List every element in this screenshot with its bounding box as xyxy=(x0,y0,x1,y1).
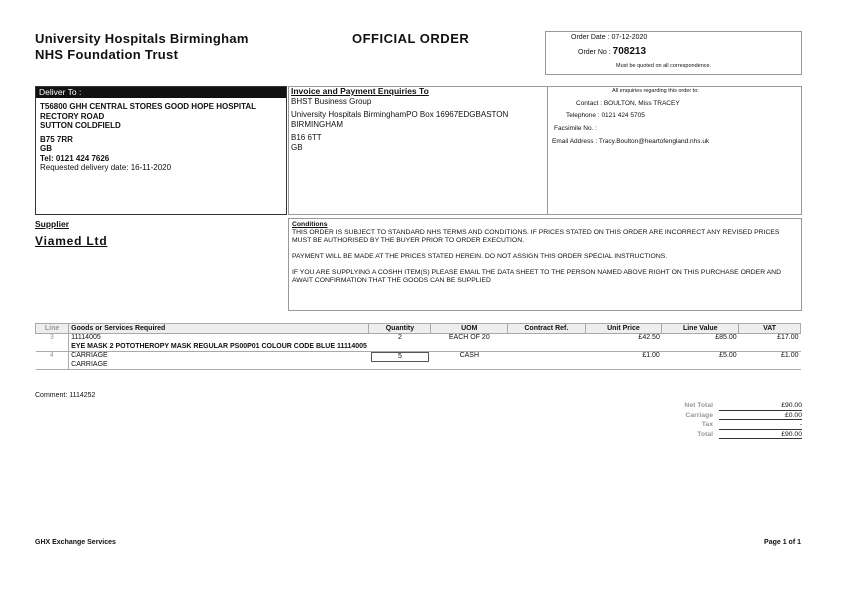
condition-2: PAYMENT WILL BE MADE AT THE PRICES STATED HEREIN. DO NOT ASSIGN THIS ORDER SPECIAL INSTRUCTIONS. xyxy=(292,253,668,260)
invoice-line-5: GB xyxy=(291,142,303,152)
order-info-box xyxy=(545,31,802,75)
col-quantity: Quantity xyxy=(369,324,431,334)
conditions-title: Conditions xyxy=(292,221,328,228)
document-title: OFFICIAL ORDER xyxy=(352,31,470,46)
invoice-line-2: University Hospitals BirminghamPO Box 16967EDGBASTON xyxy=(291,110,509,119)
row-code: CARRIAGE xyxy=(71,352,108,359)
order-date-value: 07-12-2020 xyxy=(611,34,648,41)
row-line-value: £85.00 xyxy=(662,334,739,352)
supplier-name: Viamed Ltd xyxy=(35,234,108,248)
col-line: Line xyxy=(36,324,69,334)
order-date-label: Order Date : xyxy=(571,34,610,41)
org-line-1: University Hospitals Birmingham xyxy=(35,31,249,46)
row-quantity: 5 xyxy=(371,352,429,362)
footer-service-name: GHX Exchange Services xyxy=(35,539,116,546)
order-items-table xyxy=(35,323,801,370)
enquiries-panel xyxy=(547,87,800,214)
col-uom: UOM xyxy=(431,324,508,334)
contact-label: Contact : xyxy=(576,100,603,107)
grand-total-value: £90.00 xyxy=(719,430,802,440)
carriage-row xyxy=(650,411,802,421)
row-uom: CASH xyxy=(431,352,508,370)
row-line-no: 4 xyxy=(36,352,69,370)
order-no-value: 708213 xyxy=(612,46,647,57)
invoice-title: Invoice and Payment Enquiries To xyxy=(291,86,429,96)
invoice-line-3: BIRMINGHAM xyxy=(291,119,343,129)
row-vat: £17.00 xyxy=(739,334,801,352)
row-unit-price: £42.50 xyxy=(585,334,662,352)
supplier-label: Supplier xyxy=(35,219,70,229)
telephone-row xyxy=(566,112,645,119)
grand-total-label: Total xyxy=(697,430,713,438)
page-number: Page 1 of 1 xyxy=(764,539,801,546)
row-uom: EACH OF 20 xyxy=(431,334,508,352)
net-total-value: £90.00 xyxy=(719,401,802,411)
fax-label: Facsimile No. : xyxy=(554,125,597,132)
order-no-row xyxy=(578,46,646,57)
row-quantity: 2 xyxy=(397,334,402,341)
order-date-row xyxy=(571,34,647,41)
col-unit-price: Unit Price xyxy=(585,324,662,334)
organisation-name xyxy=(35,31,249,63)
row-line-value: £5.00 xyxy=(662,352,739,370)
telephone-value: 0121 424 5705 xyxy=(601,112,645,119)
col-goods: Goods or Services Required xyxy=(69,324,369,334)
deliver-line-2: SUTTON COLDFIELD xyxy=(40,121,121,130)
grand-total-row xyxy=(650,430,802,440)
row-code: 11114005 xyxy=(71,334,101,341)
row-vat: £1.00 xyxy=(739,352,801,370)
row-contract xyxy=(508,352,585,370)
org-line-2: NHS Foundation Trust xyxy=(35,47,179,62)
row-unit-price: £1.00 xyxy=(585,352,662,370)
condition-1: THIS ORDER IS SUBJECT TO STANDARD NHS TERMS AND CONDITIONS. IF PRICES STATED ON THIS ORDER ARE INCORRECT ANY REVISED PRICES MUST BE AUTHORISED BY THE BUYER PRIOR TO ORDER EXECUTION. xyxy=(292,229,780,244)
deliver-line-4: GB xyxy=(40,144,52,153)
col-line-value: Line Value xyxy=(662,324,739,334)
row-line-no: 3 xyxy=(36,334,69,352)
deliver-to-title: Deliver To : xyxy=(36,87,286,98)
tax-value: - xyxy=(719,420,802,430)
conditions-box xyxy=(288,218,802,311)
invoice-line-4: B16 6TT xyxy=(291,133,322,142)
col-vat: VAT xyxy=(739,324,801,334)
table-header-row xyxy=(36,324,801,334)
quote-note: Must be quoted on all correspondence. xyxy=(616,63,712,69)
email-value[interactable]: Tracy.Boulton@heartofengland.nhs.uk xyxy=(598,138,710,145)
order-no-label: Order No : xyxy=(578,49,611,56)
deliver-line-1: T56800 GHH CENTRAL STORES GOOD HOPE HOSPITAL RECTORY ROAD xyxy=(40,102,256,121)
deliver-to-box xyxy=(35,86,287,215)
net-total-label: Net Total xyxy=(684,402,713,409)
net-total-row xyxy=(650,401,802,411)
row-description: EYE MASK 2 POTOTHEROPY MASK REGULAR PS00P01 COLOUR CODE BLUE 11114005 xyxy=(71,342,367,350)
deliver-line-5: Tel: 0121 424 7626 xyxy=(40,153,110,163)
fax-row xyxy=(554,125,597,132)
col-contract: Contract Ref. xyxy=(508,324,585,334)
telephone-label: Telephone : xyxy=(566,112,600,119)
deliver-line-6: Requested delivery date: 16-11-2020 xyxy=(40,163,172,172)
enquiries-note: All enquiries regarding this order to: xyxy=(612,88,699,94)
carriage-value: £0.00 xyxy=(719,411,802,421)
deliver-line-3: B75 7RR xyxy=(40,134,73,144)
invoice-box xyxy=(288,86,802,215)
table-row xyxy=(36,352,801,370)
email-row xyxy=(552,138,709,145)
email-label: Email Address : xyxy=(552,138,598,145)
tax-row xyxy=(650,420,802,430)
table-row xyxy=(36,334,801,352)
contact-value: BOULTON, Miss TRACEY xyxy=(603,100,680,107)
totals-block xyxy=(650,401,802,439)
contact-row xyxy=(576,100,680,107)
condition-3: IF YOU ARE SUPPLYING A COSHH ITEM(S) PLEASE EMAIL THE DATA SHEET TO THE PERSON NAMED ABOVE RIGHT ON THIS PURCHASE ORDER AND AWAIT CONFIRMATION THAT THE GOODS CAN BE SUPPLIED xyxy=(292,269,781,284)
tax-label: Tax xyxy=(701,421,713,428)
invoice-line-1: BHST Business Group xyxy=(291,96,372,106)
carriage-label: Carriage xyxy=(685,411,713,419)
order-comment: Comment: 1114252 xyxy=(35,392,96,399)
row-description: CARRIAGE xyxy=(71,360,108,368)
row-contract xyxy=(508,334,585,352)
